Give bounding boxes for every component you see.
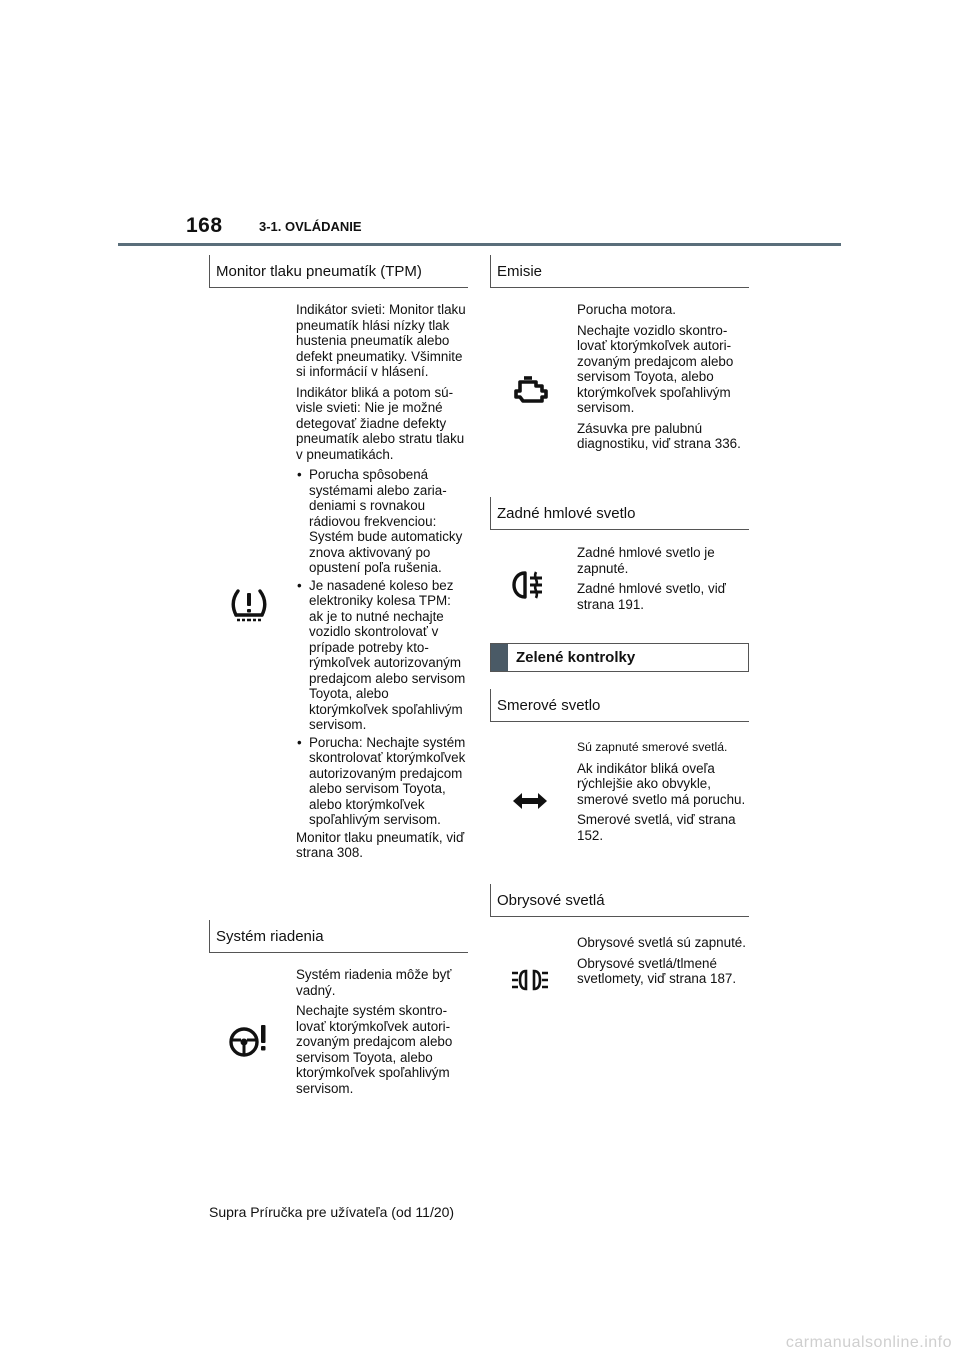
fog-description	[577, 545, 749, 617]
section-heading-green-indicators	[490, 643, 749, 672]
tpm-bullet-1: • Porucha spôsobená systémami alebo zariadeniami s rovnakou rádiovou frekvenciou: Systém bude automaticky znova aktivovaný po opustení poľa rušenia.	[296, 467, 468, 576]
section-heading-tpm: Monitor tlaku pneumatík (TPM)	[209, 255, 468, 288]
steering-text-1: Systém riadenia môže byť vadný.	[296, 967, 452, 998]
emissions-text-2: Nechajte vozidlo skontrolovať ktorýmkoľvek autorizovaným predajcom alebo servisom Toyota, alebo ktorýmkoľvek spoľahlivým servisom.	[577, 322, 734, 415]
chapter-title: 3-1. OVLÁDANIE	[259, 219, 362, 234]
parking-description	[577, 935, 749, 992]
fog-icon-cell	[490, 535, 570, 635]
steering-text-2: Nechajte systém skontrolovať ktorýmkoľvek autorizovaným predajcom alebo servisom Toyota, alebo ktorýmkoľvek spoľahlivým servisom.	[296, 1003, 453, 1096]
emissions-description	[577, 302, 749, 457]
section-heading-parking-lights: Obrysové svetlá	[490, 884, 749, 917]
steering-description	[296, 967, 468, 1101]
emissions-icon-cell	[490, 290, 570, 490]
parking-icon-cell	[490, 925, 570, 1035]
turn-text-3: Smerové svetlá, viď strana 152.	[577, 812, 736, 843]
turn-text-2: Ak indikátor bliká oveľa rýchlejšie ako obvykle, smerové svetlo má poruchu.	[577, 760, 746, 807]
parking-text-2: Obrysové svetlá/tlmené svetlomety, viď strana 187.	[577, 955, 737, 986]
turn-text-1: Sú zapnuté smerové svetlá.	[577, 740, 728, 754]
emissions-text-3: Zásuvka pre palubnú diagnostiku, viď strana 336.	[577, 420, 741, 451]
page-footer: Supra Príručka pre užívateľa (od 11/20)	[209, 1204, 455, 1220]
tpm-text-3: Monitor tlaku pneumatík, viď strana 308.	[296, 829, 465, 860]
tpm-text-1: Indikátor svieti: Monitor tlaku pneumatík hlási nízky tlak hustenia pneumatík alebo defekt pneumatiky. Všimnite si informácií v hlásení.	[296, 302, 466, 379]
tpm-text-2: Indikátor bliká a potom súvisle svieti: Nie je možné detegovať žiadne defekty pneumatík alebo stratu tlaku v pneumatikách.	[296, 384, 465, 462]
tire-pressure-warning-icon	[229, 585, 269, 625]
section-heading-rear-fog: Zadné hmlové svetlo	[490, 497, 749, 530]
turn-description	[577, 740, 749, 848]
turn-signal-icon	[512, 792, 548, 810]
heading-bar	[491, 644, 508, 671]
page-number: 168	[186, 214, 223, 237]
section-heading-turn-signal: Smerové svetlo	[490, 689, 749, 722]
tpm-bullet-2: • Je nasadené koleso bez elektroniky kolesa TPM: ak je to nutné nechajte vozidlo skontrolovať v prípade potreby ktorýmkoľvek autorizovaným predajcom alebo servisom Toyota, alebo ktorýmkoľvek spoľahlivým servisom.	[296, 578, 468, 733]
turn-icon-cell	[490, 728, 570, 873]
engine-check-icon	[511, 375, 549, 405]
section-heading-emissions: Emisie	[490, 255, 749, 288]
fog-text-2: Zadné hmlové svetlo, viď strana 191.	[577, 581, 726, 612]
parking-lights-icon	[511, 969, 549, 991]
tpm-bullet-list	[296, 467, 468, 828]
parking-text-1: Obrysové svetlá sú zapnuté.	[577, 935, 746, 950]
steering-icon-cell	[209, 960, 289, 1120]
green-heading-label: Zelené kontrolky	[516, 649, 636, 666]
steering-warning-icon	[227, 1020, 271, 1060]
tpm-bullet-3: • Porucha: Nechajte systém skontrolovať ktorýmkoľvek autorizovaným predajcom alebo servisom Toyota, alebo ktorýmkoľvek spoľahlivým servisom.	[296, 735, 468, 828]
fog-text-1: Zadné hmlové svetlo je zapnuté.	[577, 545, 715, 576]
tpm-icon-cell	[209, 290, 289, 920]
emissions-text-1: Porucha motora.	[577, 302, 676, 317]
rear-fog-light-icon	[511, 570, 549, 600]
watermark: carmanualsonline.info	[785, 1334, 952, 1351]
tpm-description	[296, 302, 468, 866]
header-rule	[118, 243, 841, 246]
section-heading-steering: Systém riadenia	[209, 920, 468, 953]
